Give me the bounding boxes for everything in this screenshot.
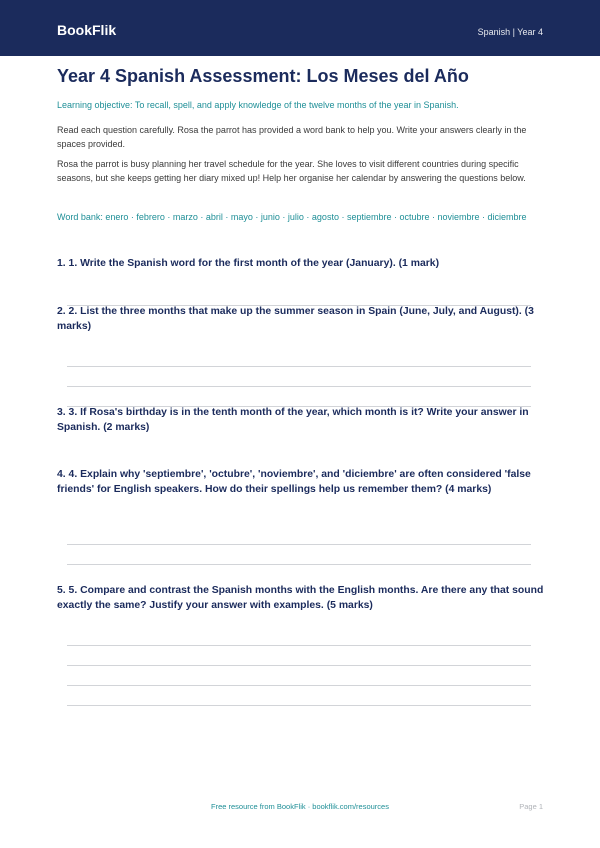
question-2: 2. 2. List the three months that make up the summer season in Spain (June, July, and August). (3 marks) [57,306,534,333]
question-3: 3. 3. If Rosa's birthday is in the tenth month of the year, which month is it? Write your answer in Spanish. (2 marks) [57,407,529,434]
answer-line[interactable] [67,685,531,686]
story-intro: Rosa the parrot is busy planning her travel schedule for the year. She loves to visit different countries during specific seasons, but she keeps getting her diary mixed up! Help her organise her calendar by answering the questions below. [57,159,526,183]
answer-line[interactable] [67,645,531,646]
word-bank: Word bank: enero · febrero · marzo · abril · mayo · junio · julio · agosto · septiembre · octubre · noviembre · diciembre [57,212,527,222]
footer-source-link[interactable]: Free resource from BookFlik · bookflik.com/resources [211,802,389,811]
question-4: 4. 4. Explain why 'septiembre', 'octubre', 'noviembre', and 'diciembre' are often considered 'false friends' for English speakers. How do their spellings help us remember them? (4 marks) [57,469,531,496]
answer-line[interactable] [67,386,531,387]
answer-line[interactable] [67,366,531,367]
page-title: Year 4 Spanish Assessment: Los Meses del Año [57,66,469,86]
page-number: Page 1 [519,802,543,811]
instructions: Read each question carefully. Rosa the parrot has provided a word bank to help you. Write your answers clearly in the spaces provided. [57,125,527,149]
answer-line[interactable] [67,564,531,565]
question-5: 5. 5. Compare and contrast the Spanish months with the English months. Are there any that sound exactly the same? Justify your answer with examples. (5 marks) [57,585,544,612]
learning-objective: Learning objective: To recall, spell, and apply knowledge of the twelve months of the year in Spanish. [57,100,459,110]
answer-line[interactable] [67,665,531,666]
brand-logo[interactable]: BookFlik [57,22,117,38]
answer-line[interactable] [67,705,531,706]
site-header [0,0,600,56]
question-1: 1. 1. Write the Spanish word for the first month of the year (January). (1 mark) [57,258,440,269]
answer-line[interactable] [67,544,531,545]
breadcrumb: Spanish | Year 4 [477,27,543,37]
